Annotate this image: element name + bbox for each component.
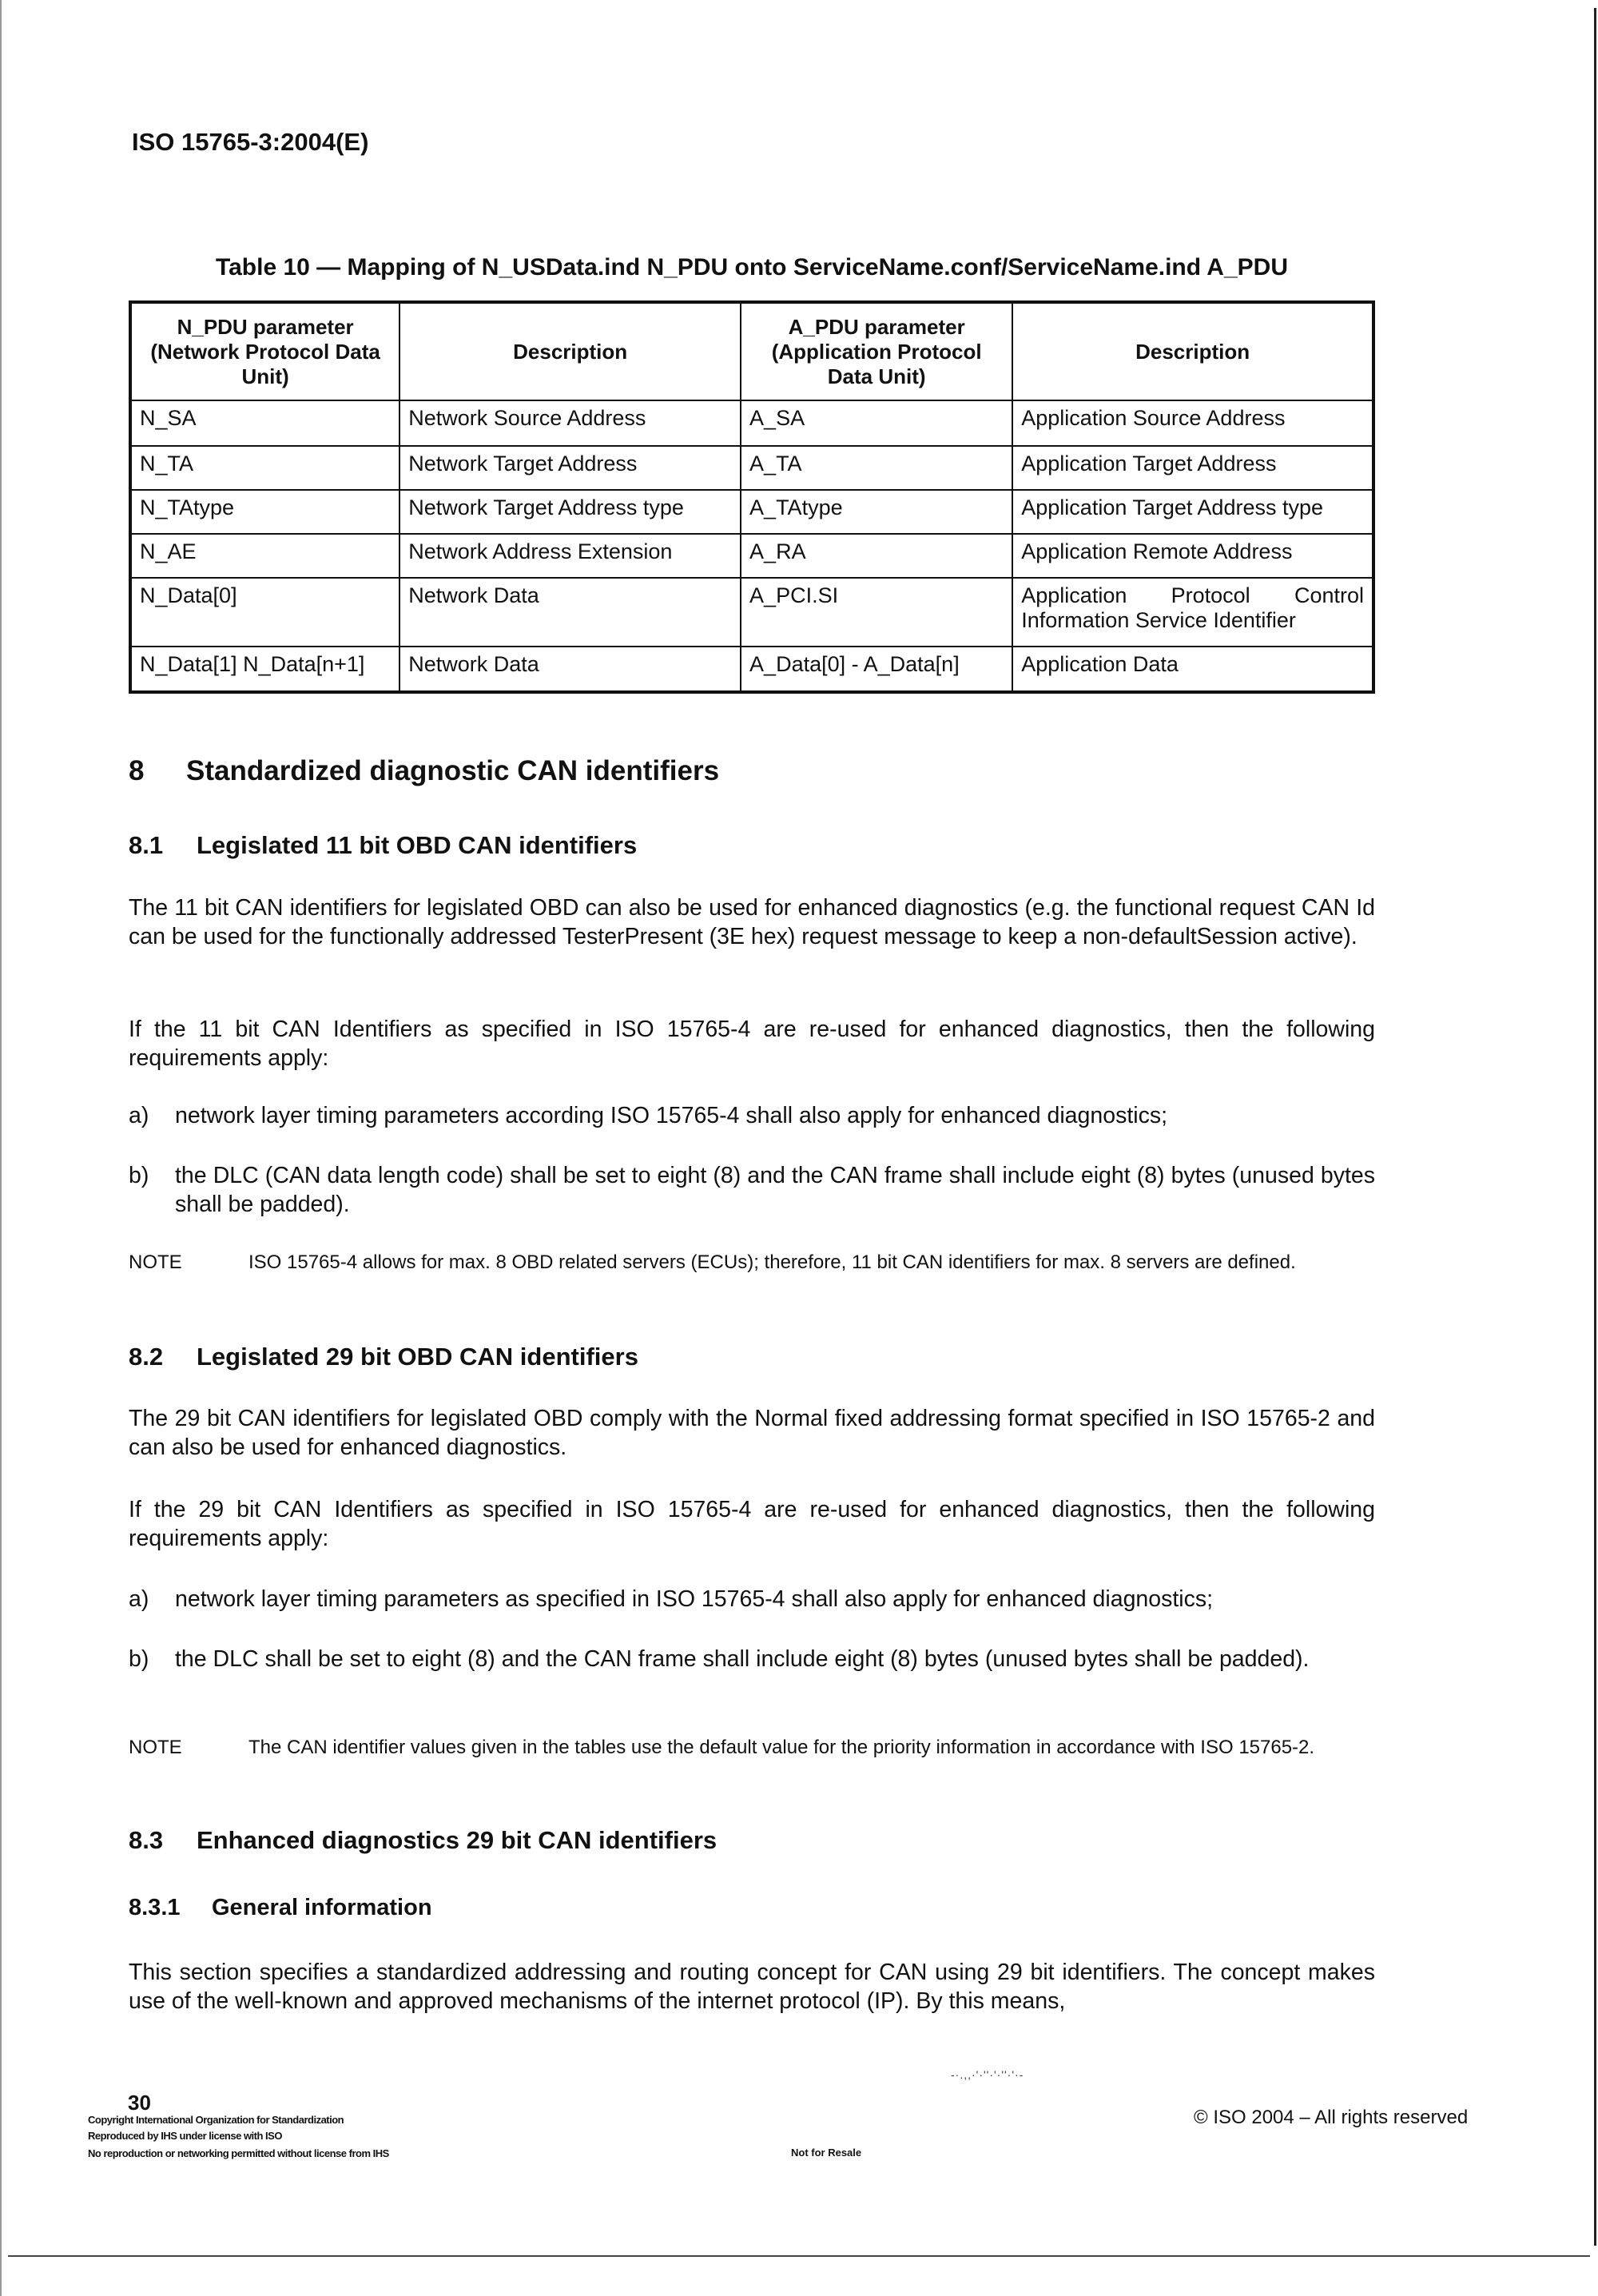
list-item-text: network layer timing parameters as specified in ISO 15765-4 shall also apply for enhanced diagnostics; [175, 1586, 1214, 1612]
copyright-line: Reproduced by IHS under license with ISO [88, 2130, 282, 2142]
list-item-text: the DLC (CAN data length code) shall be set to eight (8) and the CAN frame shall include eight (8) bytes (unused bytes shall be padded). [175, 1163, 1375, 1217]
section-title: Legislated 11 bit OBD CAN identifiers [197, 831, 638, 859]
cell: N_TAtype [130, 490, 400, 534]
list-marker: b) [129, 1646, 149, 1672]
section-title: Standardized diagnostic CAN identifiers [186, 755, 720, 786]
scan-artifact: -·.,,·'·''·'·''·'·- [951, 2068, 1024, 2081]
section-8-3-heading [129, 1826, 717, 1855]
scan-edge-right [1594, 8, 1596, 2246]
note-text: The CAN identifier values given in the tables use the default value for the priority information in accordance with ISO 15765-2. [248, 1737, 1315, 1758]
table-header-row [130, 302, 1373, 400]
cell: A_PCI.SI [741, 578, 1012, 647]
cell: A_TA [741, 446, 1012, 490]
cell: N_AE [130, 534, 400, 578]
header-a-description: Description [1012, 302, 1373, 400]
header-n-pdu-parameter: N_PDU parameter (Network Protocol Data Unit) [130, 302, 400, 400]
cell: Application Target Address type [1012, 490, 1373, 534]
section-number: 8.1 [129, 831, 164, 859]
note [129, 1734, 1375, 1761]
table-row [130, 578, 1373, 647]
cell: N_SA [130, 400, 400, 446]
cell: Network Target Address type [400, 490, 741, 534]
cell: A_SA [741, 400, 1012, 446]
cell: Application Data [1012, 647, 1373, 692]
table-row [130, 490, 1373, 534]
list-item [129, 1101, 1375, 1130]
scan-edge-bottom [8, 2255, 1590, 2257]
cell: N_TA [130, 446, 400, 490]
section-8-1-heading [129, 831, 637, 860]
copyright-line: No reproduction or networking permitted without license from IHS [88, 2147, 389, 2159]
section-number: 8.3 [129, 1826, 164, 1854]
cell: Application Target Address [1012, 446, 1373, 490]
cell: Network Data [400, 578, 741, 647]
section-8-3-1-heading [129, 1895, 432, 1921]
page-number: 30 [128, 2091, 151, 2115]
note-label: NOTE [129, 1737, 182, 1758]
cell: N_Data[1] N_Data[n+1] [130, 647, 400, 692]
list-marker: a) [129, 1586, 149, 1612]
table-row [130, 534, 1373, 578]
list-item-text: network layer timing parameters according ISO 15765-4 shall also apply for enhanced diagnostics; [175, 1103, 1168, 1128]
list-item [129, 1645, 1375, 1673]
list-marker: b) [129, 1163, 149, 1188]
rights-notice: © ISO 2004 – All rights reserved [1194, 2107, 1469, 2128]
section-number: 8.2 [129, 1343, 164, 1371]
note [129, 1249, 1375, 1276]
section-title: Legislated 29 bit OBD CAN identifiers [197, 1343, 638, 1371]
paragraph: If the 29 bit CAN Identifiers as specified in ISO 15765-4 are re-used for enhanced diagnostics, then the following requirements apply: [129, 1497, 1375, 1551]
section-title: General information [212, 1895, 432, 1920]
table-row [130, 647, 1373, 692]
document-id: ISO 15765-3:2004(E) [132, 128, 369, 156]
header-a-pdu-parameter: A_PDU parameter (Application Protocol Data Unit) [741, 302, 1012, 400]
table-row [130, 446, 1373, 490]
not-for-resale: Not for Resale [791, 2147, 862, 2159]
cell: N_Data[0] [130, 578, 400, 647]
cell: Application Remote Address [1012, 534, 1373, 578]
copyright-line: Copyright International Organization for Standardization [88, 2114, 344, 2126]
header-n-description: Description [400, 302, 741, 400]
list-item-text: the DLC shall be set to eight (8) and the CAN frame shall include eight (8) bytes (unused bytes shall be padded). [175, 1646, 1310, 1672]
section-8-heading [129, 755, 719, 787]
list-item [129, 1585, 1375, 1614]
cell: Application Source Address [1012, 400, 1373, 446]
cell: Network Source Address [400, 400, 741, 446]
list-item [129, 1161, 1375, 1219]
cell: A_RA [741, 534, 1012, 578]
table-row [130, 400, 1373, 446]
note-text: ISO 15765-4 allows for max. 8 OBD related servers (ECUs); therefore, 11 bit CAN identifiers for max. 8 servers are defined. [248, 1251, 1296, 1273]
cell: Network Target Address [400, 446, 741, 490]
cell: A_TAtype [741, 490, 1012, 534]
table-caption: Table 10 — Mapping of N_USData.ind N_PDU onto ServiceName.conf/ServiceName.ind A_PDU [216, 254, 1288, 281]
paragraph: This section specifies a standardized addressing and routing concept for CAN using 29 bit identifiers. The concept makes use of the well-known and approved mechanisms of the internet protocol (IP). By this means, [129, 1960, 1375, 2014]
section-number: 8 [129, 755, 145, 786]
section-8-2-heading [129, 1343, 638, 1371]
cell: Application Protocol Control Information Service Identifier [1012, 578, 1373, 647]
paragraph: If the 11 bit CAN Identifiers as specified in ISO 15765-4 are re-used for enhanced diagnostics, then the following requirements apply: [129, 1017, 1375, 1071]
list-marker: a) [129, 1103, 149, 1128]
mapping-table [129, 300, 1375, 694]
scan-edge-left [0, 0, 2, 2296]
paragraph: The 29 bit CAN identifiers for legislated OBD comply with the Normal fixed addressing format specified in ISO 15765-2 and can also be used for enhanced diagnostics. [129, 1406, 1375, 1460]
section-number: 8.3.1 [129, 1895, 181, 1920]
cell: Network Address Extension [400, 534, 741, 578]
paragraph: The 11 bit CAN identifiers for legislated OBD can also be used for enhanced diagnostics (e.g. the functional request CAN Id can be used for the functionally addressed TesterPresent (3E hex) request message to keep a non-defaultSession active). [129, 895, 1375, 949]
note-label: NOTE [129, 1251, 182, 1273]
cell: Network Data [400, 647, 741, 692]
section-title: Enhanced diagnostics 29 bit CAN identifiers [197, 1826, 718, 1854]
cell: A_Data[0] - A_Data[n] [741, 647, 1012, 692]
